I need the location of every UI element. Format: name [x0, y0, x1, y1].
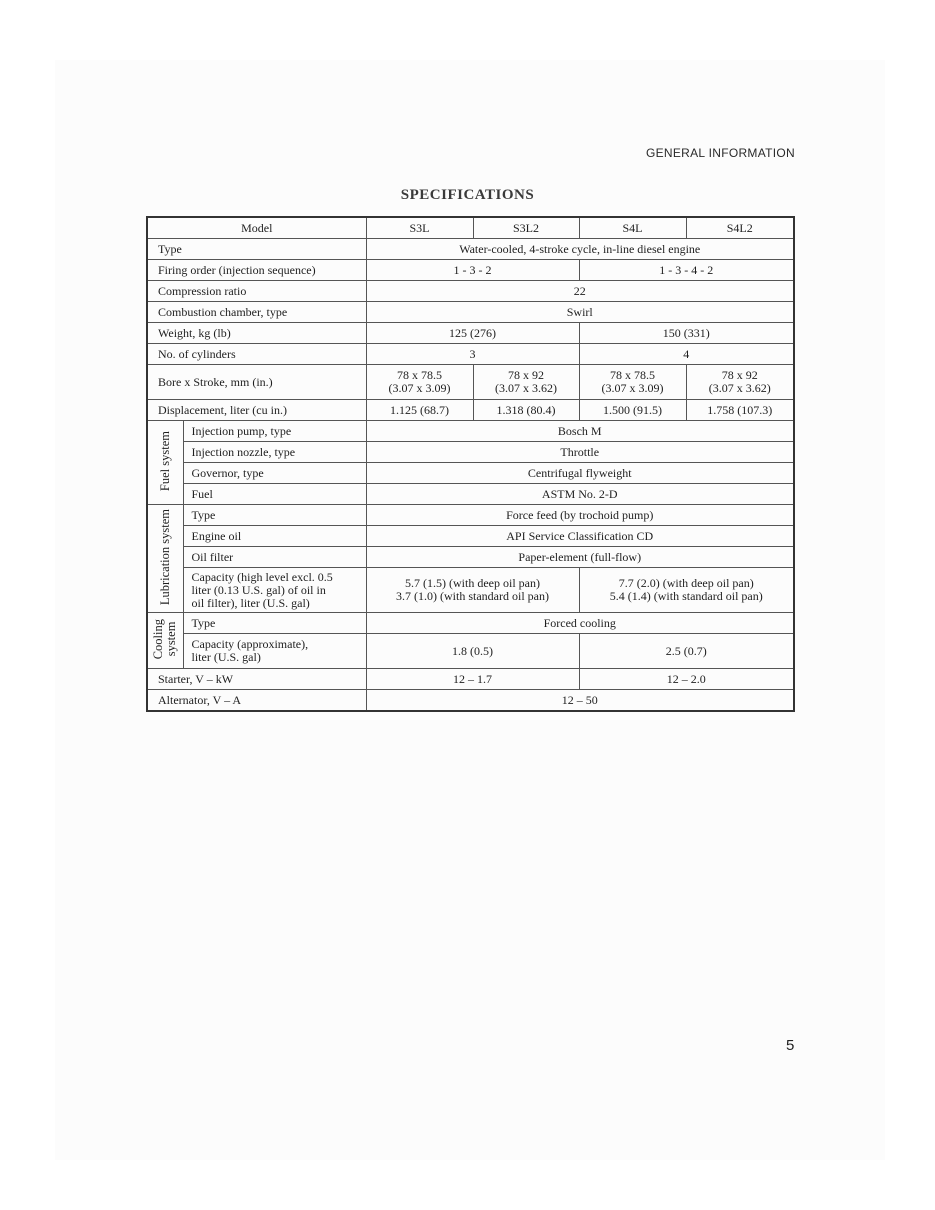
value-line: 5.7 (1.5) (with deep oil pan)	[405, 576, 540, 590]
bore-stroke-s4l2	[686, 365, 794, 400]
table-row-alternator	[147, 690, 794, 712]
row-value-s3: 1.8 (0.5)	[366, 634, 579, 669]
row-value-s4: 4	[579, 344, 794, 365]
label-line: liter (0.13 U.S. gal) of oil in	[191, 582, 326, 597]
bore-stroke-in: (3.07 x 3.62)	[495, 381, 557, 395]
displacement-s3l: 1.125 (68.7)	[366, 400, 473, 421]
row-value-s4	[579, 568, 794, 613]
label-line: Capacity (high level excl. 0.5	[191, 569, 333, 584]
label-line: oil filter), liter (U.S. gal)	[191, 595, 310, 610]
bore-stroke-in: (3.07 x 3.09)	[388, 381, 451, 395]
table-row-engine-oil	[147, 526, 794, 547]
page-number: 5	[786, 1037, 795, 1054]
row-value-s3: 12 – 1.7	[366, 669, 579, 690]
row-value: Water-cooled, 4-stroke cycle, in-line diesel engine	[366, 239, 794, 260]
row-value-s4: 2.5 (0.7)	[579, 634, 794, 669]
row-value: Centrifugal flyweight	[366, 463, 794, 484]
table-row-displacement	[147, 400, 794, 421]
row-label: No. of cylinders	[147, 344, 366, 365]
model-s4l2: S4L2	[686, 217, 794, 239]
row-label: Oil filter	[183, 547, 366, 568]
table-row-fuel	[147, 484, 794, 505]
row-value: 12 – 50	[366, 690, 794, 712]
row-label: Starter, V – kW	[147, 669, 366, 690]
group-cooling-system	[147, 613, 183, 669]
group-label-line: system	[164, 621, 179, 657]
row-label: Type	[183, 505, 366, 526]
row-value-s4: 1 - 3 - 4 - 2	[579, 260, 794, 281]
table-row-compression-ratio	[147, 281, 794, 302]
row-label: Weight, kg (lb)	[147, 323, 366, 344]
value-line: 3.7 (1.0) (with standard oil pan)	[396, 589, 549, 603]
row-value-s4: 150 (331)	[579, 323, 794, 344]
group-lubrication-system	[147, 505, 183, 613]
bore-stroke-s3l	[366, 365, 473, 400]
displacement-s3l2: 1.318 (80.4)	[473, 400, 579, 421]
bore-stroke-mm: 78 x 78.5	[610, 368, 655, 382]
row-label: Alternator, V – A	[147, 690, 366, 712]
row-value: API Service Classification CD	[366, 526, 794, 547]
row-value: Forced cooling	[366, 613, 794, 634]
table-row-combustion-chamber	[147, 302, 794, 323]
table-row-injection-nozzle	[147, 442, 794, 463]
bore-stroke-s4l	[579, 365, 686, 400]
row-label: Injection pump, type	[183, 421, 366, 442]
group-label: Fuel system	[157, 430, 172, 492]
row-value-s4: 12 – 2.0	[579, 669, 794, 690]
row-value: Swirl	[366, 302, 794, 323]
table-row-bore-stroke	[147, 365, 794, 400]
table-row-governor	[147, 463, 794, 484]
displacement-s4l2: 1.758 (107.3)	[686, 400, 794, 421]
page-title: SPECIFICATIONS	[400, 187, 535, 203]
model-s4l: S4L	[579, 217, 686, 239]
specifications-table	[146, 216, 795, 712]
row-value-s3: 125 (276)	[366, 323, 579, 344]
row-label: Bore x Stroke, mm (in.)	[147, 365, 366, 400]
row-value-s3: 3	[366, 344, 579, 365]
group-label-line: Cooling	[151, 618, 166, 660]
row-value: Force feed (by trochoid pump)	[366, 505, 794, 526]
row-value: Paper-element (full-flow)	[366, 547, 794, 568]
row-value: 22	[366, 281, 794, 302]
table-row-firing-order	[147, 260, 794, 281]
model-s3l2: S3L2	[473, 217, 579, 239]
row-label	[183, 568, 366, 613]
table-row-cooling-capacity	[147, 634, 794, 669]
label-line: liter (U.S. gal)	[191, 650, 261, 664]
table-row-oil-filter	[147, 547, 794, 568]
row-label: Firing order (injection sequence)	[147, 260, 366, 281]
row-value-s3	[366, 568, 579, 613]
table-row-lubrication-type	[147, 505, 794, 526]
table-row-weight	[147, 323, 794, 344]
row-label: Displacement, liter (cu in.)	[147, 400, 366, 421]
bore-stroke-mm: 78 x 78.5	[397, 368, 442, 382]
label-line: Capacity (approximate),	[191, 637, 309, 651]
row-value: Throttle	[366, 442, 794, 463]
row-value-s3: 1 - 3 - 2	[366, 260, 579, 281]
row-label: Injection nozzle, type	[183, 442, 366, 463]
table-row-type	[147, 239, 794, 260]
row-label: Compression ratio	[147, 281, 366, 302]
table-row-cylinders	[147, 344, 794, 365]
section-header: GENERAL INFORMATION	[645, 146, 795, 160]
row-value: ASTM No. 2-D	[366, 484, 794, 505]
group-fuel-system	[147, 421, 183, 505]
bore-stroke-mm: 78 x 92	[508, 368, 544, 382]
group-label	[152, 619, 178, 659]
table-row-starter	[147, 669, 794, 690]
table-row-injection-pump	[147, 421, 794, 442]
value-line: 5.4 (1.4) (with standard oil pan)	[609, 589, 763, 603]
table-row-cooling-type	[147, 613, 794, 634]
row-label: Fuel	[183, 484, 366, 505]
displacement-s4l: 1.500 (91.5)	[579, 400, 686, 421]
model-header: Model	[147, 217, 366, 239]
group-label: Lubrication system	[157, 508, 172, 606]
bore-stroke-in: (3.07 x 3.09)	[601, 381, 664, 395]
row-label: Type	[183, 613, 366, 634]
row-label: Engine oil	[183, 526, 366, 547]
bore-stroke-in: (3.07 x 3.62)	[708, 381, 771, 395]
row-label: Combustion chamber, type	[147, 302, 366, 323]
value-line: 7.7 (2.0) (with deep oil pan)	[618, 576, 754, 590]
row-label: Type	[147, 239, 366, 260]
table-row-model	[147, 217, 794, 239]
row-label	[183, 634, 366, 669]
bore-stroke-mm: 78 x 92	[721, 368, 758, 382]
bore-stroke-s3l2	[473, 365, 579, 400]
row-value: Bosch M	[366, 421, 794, 442]
table-row-oil-capacity	[147, 568, 794, 613]
model-s3l: S3L	[366, 217, 473, 239]
row-label: Governor, type	[183, 463, 366, 484]
